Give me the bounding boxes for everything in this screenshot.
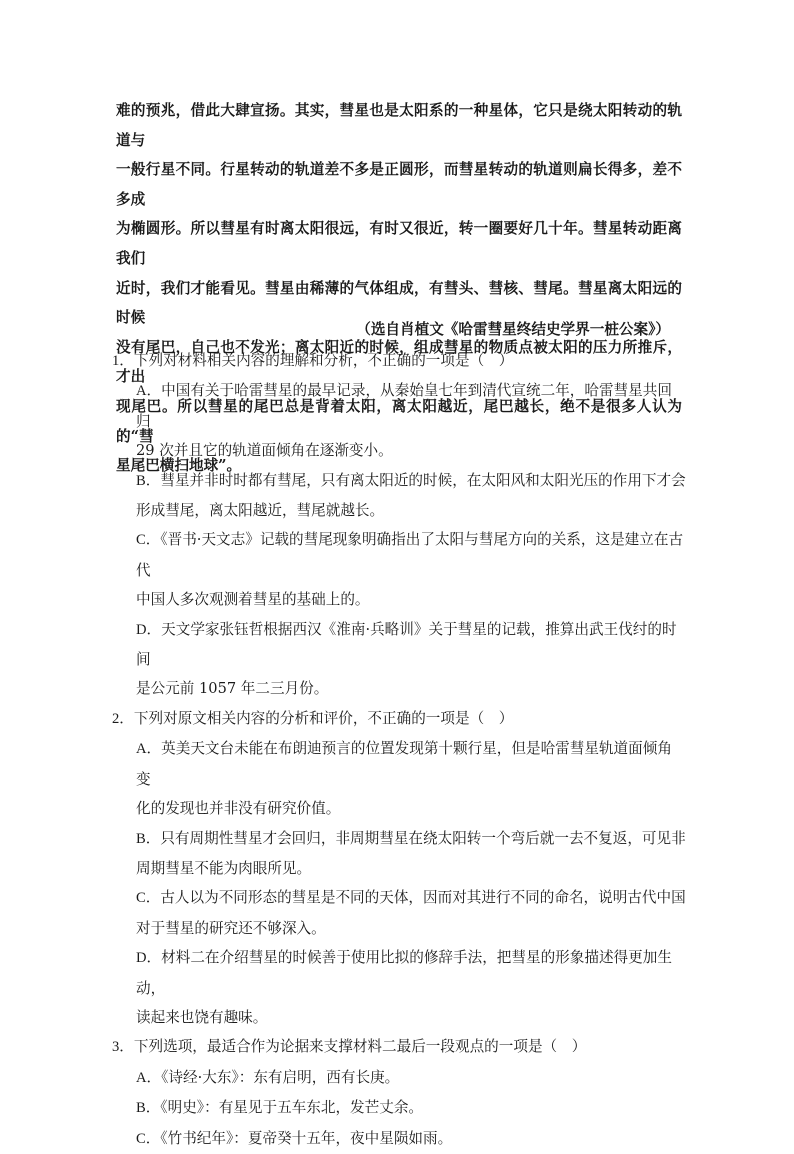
option-label: C． <box>136 1130 161 1147</box>
option-c <box>112 1124 686 1154</box>
passage-line: 星尾巴横扫地球”。 <box>116 457 242 475</box>
option-text: 古人以为不同形态的彗星是不同的天体，因而对其进行不同的命名，说明古代中国 <box>160 889 686 907</box>
option-text: 材料二在介绍彗星的时候善于使用比拟的修辞手法，把彗星的形象描述得更加生动， <box>136 949 672 997</box>
option-label: C． <box>136 890 161 907</box>
passage-line: 为椭圆形。所以彗星有时离太阳很远，有时又很近，转一圈要好几十年。彗星转动距离我们 <box>116 220 682 267</box>
passage-line: 现尾巴。所以彗星的尾巴总是背着太阳，离太阳越近，尾巴越长，绝不是很多人认为的“彗 <box>116 397 682 445</box>
option-text: 英美天文台未能在布朗迪预言的位置发现第十颗行星，但是哈雷彗星轨道面倾角变 <box>136 740 672 788</box>
option-label: C． <box>136 532 161 549</box>
question-stem <box>112 346 686 376</box>
question-2 <box>112 704 686 1032</box>
option-text: 《明史》：有星见于五车东北，发芒丈余。 <box>160 1099 424 1117</box>
option-text: 中国有关于哈雷彗星的最早记录，从秦始皇七年到清代宣统二年，哈雷彗星共回归 <box>136 382 672 430</box>
question-text: 下列对原文相关内容的分析和评价，不正确的一项是（ ） <box>133 709 514 727</box>
option-a-continued: 化的发现也并非没有研究价值。 <box>136 800 341 818</box>
option-label: D． <box>136 621 162 638</box>
option-d <box>112 943 686 1003</box>
option-text: 只有周期性彗星才会回归，非周期彗星在绕太阳转一个弯后就一去不复返，可见非 <box>160 829 686 847</box>
option-label: D． <box>136 950 162 967</box>
option-label: B． <box>136 472 161 489</box>
option-d-continued: 读起来也饶有趣味。 <box>136 1008 268 1026</box>
passage-line: 一般行星不同。行星转动的轨道差不多是正圆形，而彗星转动的轨道则扁长得多，差不多成 <box>116 161 682 208</box>
passage-line: 近时，我们才能看见。彗星由稀薄的气体组成，有彗头、彗核、彗尾。彗星离太阳远的时候 <box>116 279 682 327</box>
option-text: 天文学家张钰哲根据西汉《淮南·兵略训》关于彗星的记载，推算出武王伐纣的时间 <box>136 620 677 669</box>
question-number: 1． <box>112 353 134 369</box>
question-stem <box>112 704 686 734</box>
question-1 <box>112 346 686 704</box>
option-a-continued: 29 次并且它的轨道面倾角在逐渐变小。 <box>136 442 393 460</box>
option-label: A． <box>136 1069 162 1086</box>
option-d-continued: 是公元前 1057 年二三月份。 <box>136 680 329 698</box>
option-c <box>112 525 686 585</box>
question-text: 下列对材料相关内容的理解和分析，不正确的一项是（ ） <box>133 352 514 369</box>
option-b <box>112 466 686 496</box>
option-text: 《晋书·天文志》记载的彗尾现象明确指出了太阳与彗尾方向的关系，这是建立在古代 <box>136 531 684 579</box>
question-list <box>112 346 686 1154</box>
option-label: B． <box>136 1100 161 1117</box>
option-b <box>112 1093 686 1123</box>
passage-line: 没有尾巴，自己也不发光；离太阳近的时候，组成彗星的物质点被太阳的压力所推斥，才出 <box>116 338 682 386</box>
option-a <box>112 734 686 794</box>
option-c-continued: 对于彗星的研究还不够深入。 <box>136 919 326 937</box>
option-c <box>112 883 686 913</box>
question-3 <box>112 1032 686 1154</box>
option-text: 《诗经·大东》：东有启明，西有长庚。 <box>161 1068 400 1086</box>
option-text: 《竹书纪年》：夏帝癸十五年，夜中星陨如雨。 <box>160 1129 453 1147</box>
option-label: B． <box>136 830 161 847</box>
passage-line: 难的预兆，借此大肆宣扬。其实，彗星也是太阳系的一种星体，它只是绕太阳转动的轨道与 <box>116 102 682 149</box>
question-text: 下列选项，最适合作为论据来支撑材料二最后一段观点的一项是（ ） <box>133 1038 587 1056</box>
question-stem <box>112 1032 686 1062</box>
question-number: 2． <box>112 710 134 727</box>
question-number: 3． <box>112 1039 134 1056</box>
option-a <box>112 1063 686 1093</box>
option-b-continued: 形成彗尾，离太阳越近，彗尾就越长。 <box>136 502 385 520</box>
option-text: 彗星并非时时都有彗尾，只有离太阳近的时候，在太阳风和太阳光压的作用下才会 <box>160 471 686 489</box>
option-b-continued: 周期彗星不能为肉眼所见。 <box>136 859 312 877</box>
option-label: A． <box>136 741 162 758</box>
option-b <box>112 824 686 854</box>
option-label: A． <box>136 383 162 400</box>
option-d <box>112 615 686 675</box>
option-c-continued: 中国人多次观测着彗星的基础上的。 <box>136 591 370 609</box>
option-a <box>112 376 686 436</box>
passage-source: （选自肖植文《哈雷彗星终结史学界一桩公案》） <box>356 321 670 338</box>
